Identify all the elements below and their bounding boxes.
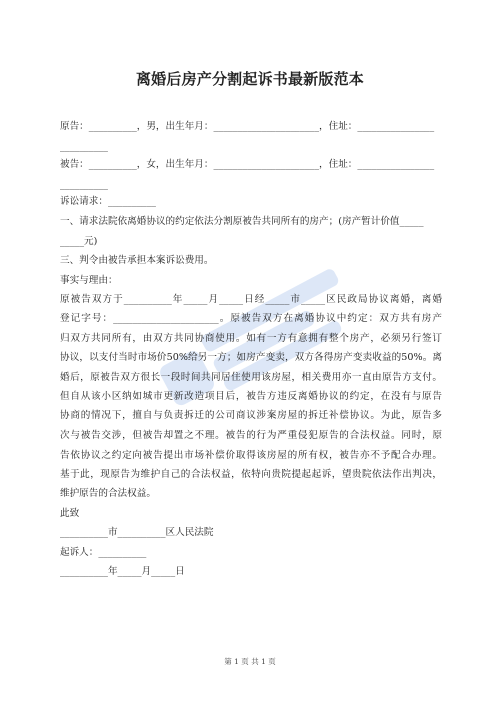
document-title: 离婚后房产分割起诉书最新版范本 — [135, 70, 364, 88]
facts-line-9: 告依协议之约定向被告提出市场补偿价取得该房屋的所有权，被告亦不予配合办理。 — [60, 450, 442, 461]
facts-line-3: 归双方共同所有，由双方共同协商使用。如有一方有意拥有整个房产，必须另行签订 — [60, 333, 442, 344]
claims-heading: 诉讼请求：__________ — [60, 196, 156, 207]
facts-line-8: 次与被告交涉，但被告却置之不理。被告的行为严重侵犯原告的合法权益。同时，原 — [60, 430, 442, 441]
facts-heading: 事实与理由： — [60, 275, 118, 286]
defendant-line: 被告：__________，女，出生年月：______________________，住址：________________ — [60, 159, 435, 170]
facts-line-6: 但自从该小区纳如城市更新改造项目后，被告方违反离婚协议的约定，在没有与原告 — [60, 391, 442, 402]
court-line: __________市__________区人民法院 — [60, 527, 214, 538]
watermark-logo — [142, 254, 379, 437]
claim-1-line-2: _____元) — [60, 236, 98, 247]
salutation: 此致 — [60, 508, 80, 519]
facts-line-5: 婚后，原被告双方很长一段时间共同居住使用该房屋，相关费用亦一直由原告方支付。 — [60, 372, 442, 383]
plaintiff-line: 原告：__________，男，出生年月：______________________，住址：________________ — [60, 121, 435, 132]
defendant-address-continuation: __________ — [60, 179, 108, 190]
claim-1-line-1: 一、请求法院依离婚协议的约定依法分割原被告共同所有的房产；(房产暂计价值_____ — [60, 216, 424, 227]
facts-line-4: 协议，以支付当时市场价50%给另一方；如房产变卖，双方各得房产变卖收益的50%。离 — [60, 352, 442, 363]
page-footer: 第 1 页 共 1 页 — [224, 657, 276, 666]
facts-line-11: 维护原告的合法权益。 — [60, 488, 156, 499]
date-line: __________年_____月_____日 — [60, 566, 185, 577]
petitioner-line: 起诉人：__________ — [60, 547, 147, 558]
facts-line-7: 协商的情况下，擅自与负责拆迁的公司商议涉案房屋的拆迁补偿协议。为此，原告多 — [60, 410, 442, 421]
facts-line-2: 登记字号：______________________。原被告双方在离婚协议中约定：双方共有房产 — [60, 313, 442, 324]
facts-line-1: 原被告双方于__________年_____月_____日经_____市_____区民政局协议离婚，离婚 — [60, 294, 442, 305]
plaintiff-address-continuation: __________ — [60, 141, 108, 152]
facts-line-10: 基于此，现原告为维护自己的合法权益，依特向贵院提起起诉，望贵院依法作出判决， — [60, 469, 442, 480]
claim-3: 三、判令由被告承担本案诉讼费用。 — [60, 255, 214, 266]
